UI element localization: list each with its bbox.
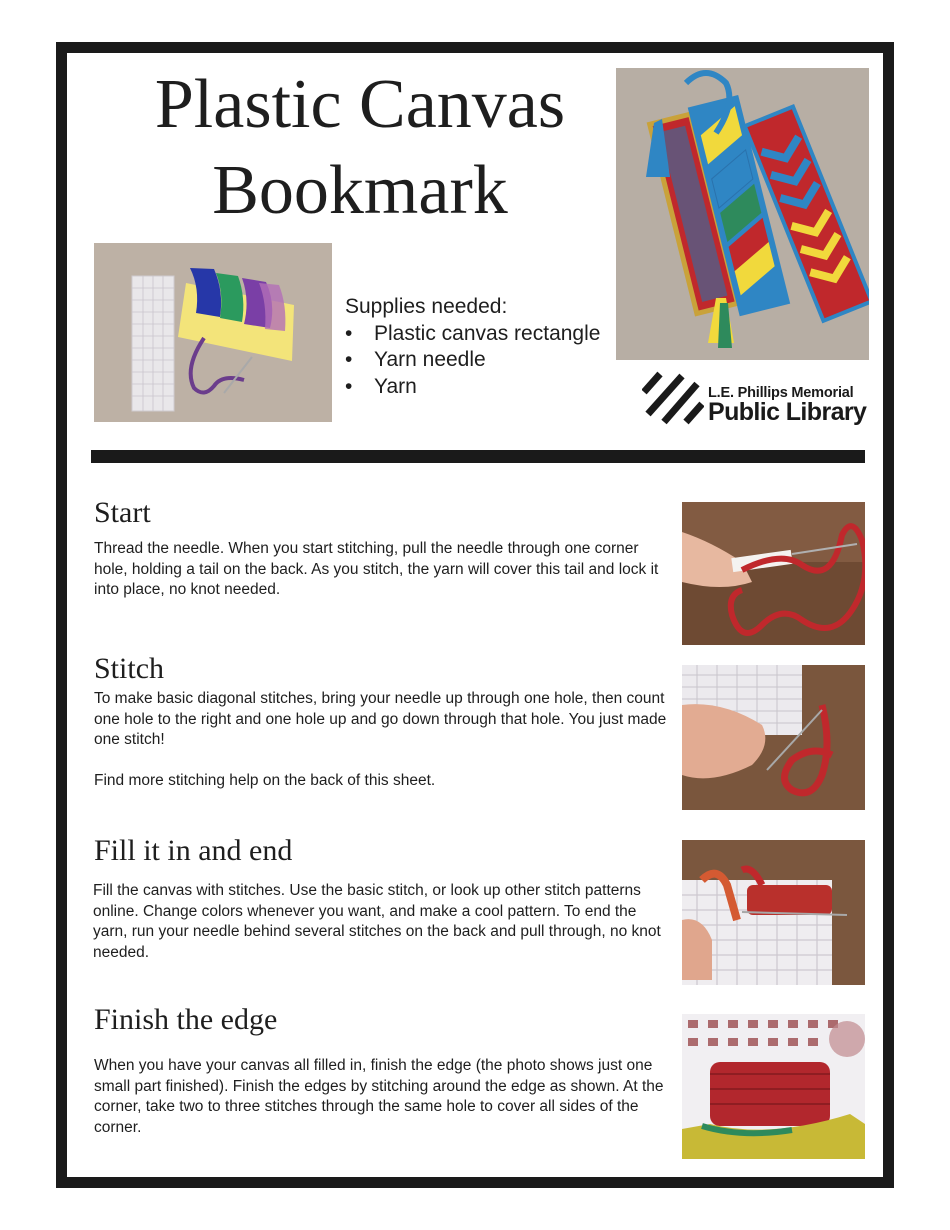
section-text: Thread the needle. When you start stitching, pull the needle through one corner hole, holding a tail on the back. As you stitch, the yarn will cover this tail and lock it into place, no knot needed. [94,540,659,598]
title-line-2: Bookmark [212,152,508,229]
section-text: Find more stitching help on the back of this sheet. [94,772,436,789]
page-title [100,62,620,234]
section-start [94,496,669,601]
start-photo [682,502,865,645]
section-heading: Start [94,496,151,529]
supplies-list [345,294,615,400]
section-heading: Fill it in and end [94,834,293,867]
supply-item: • Yarn needle [345,347,615,374]
supplies-photo [94,243,332,422]
library-logo-mark [642,370,704,428]
supply-item: • Plastic canvas rectangle [345,321,615,348]
section-text: Fill the canvas with stitches. Use the basic stitch, or look up other stitch patterns online. Change colors whenever you want, and make a cool pattern. To end the yarn, run your needle behind several stitches on the back and pull through, no knot needed. [93,882,661,961]
library-logo [642,370,872,432]
section-heading: Stitch [94,652,165,685]
finished-bookmarks-photo [616,68,869,360]
section-finish [94,1003,669,1138]
section-text: To make basic diagonal stitches, bring your needle up through one hole, then count one hole to the right and one hole up and go down through that hole. You just made one stitch! [94,690,667,748]
fill-photo [682,840,865,985]
supplies-heading: Supplies needed: [345,295,508,318]
library-logo-line-2: Public Library [708,398,867,426]
supply-item: • Yarn [345,374,615,401]
section-heading: Finish the edge [94,1003,278,1036]
stitch-photo [682,665,865,810]
section-divider [91,450,865,463]
finish-edge-photo [682,1014,865,1159]
title-line-1: Plastic Canvas [154,66,566,143]
library-logo-line-1: L.E. Phillips Memorial [708,385,854,401]
section-fill [94,834,669,963]
section-stitch [94,652,669,792]
section-text: When you have your canvas all filled in, finish the edge (the photo shows just one small part finished). Finish the edges by stitching around the edge as shown. At the corner, take two to three stitches through the same hole to cover all sides of the corner. [94,1057,664,1136]
